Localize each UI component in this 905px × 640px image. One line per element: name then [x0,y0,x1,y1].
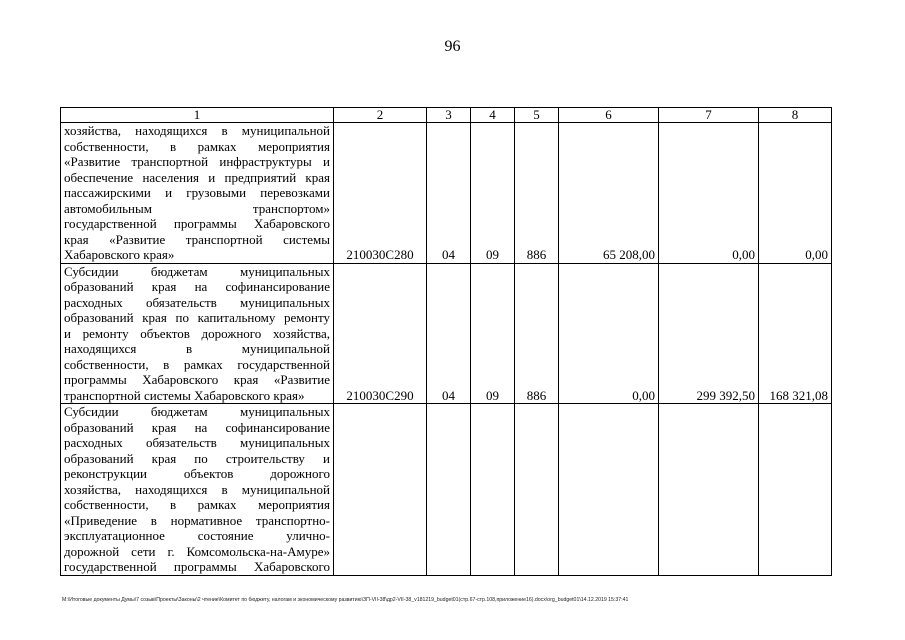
table-row [61,404,832,576]
header-col-6: 6 [559,108,659,123]
row-description [61,263,334,404]
description-line: транспортной системы Хабаровского края» [64,387,305,403]
budget-table [60,107,832,576]
cell-col-8: 168 321,08 [759,263,832,404]
cell-col-3: 04 [427,263,471,404]
description-line: «Приведение в нормативное транспортно- [64,512,330,528]
header-col-4: 4 [471,108,515,123]
description-line: государственной программы Хабаровского [64,216,330,231]
cell-col-6: 65 208,00 [559,123,659,264]
description-line: автомобильным транспортом» [64,200,330,216]
cell-col-8 [759,404,832,576]
header-col-2: 2 [334,108,427,123]
header-col-7: 7 [659,108,759,123]
description-line: образований края по строительству и [64,450,330,466]
cell-col-7: 0,00 [659,123,759,264]
header-col-3: 3 [427,108,471,123]
description-line: собственности, в рамках мероприятия [64,138,330,154]
description-line: эксплуатационное состояние улично- [64,528,330,543]
cell-col-4: 09 [471,263,515,404]
description-line: находящихся в муниципальной [64,341,330,356]
cell-col-4 [471,404,515,576]
description-line: Субсидии бюджетам муниципальных [64,263,330,279]
cell-code: 210030С290 [334,263,427,404]
description-line: Субсидии бюджетам муниципальных [64,404,330,419]
header-col-5: 5 [515,108,559,123]
cell-col-4: 09 [471,123,515,264]
description-line: образований края на софинансирование [64,419,330,435]
description-line: обеспечение населения и предприятий края [64,169,330,185]
description-line: образований края по капитальному ремонту [64,310,330,325]
header-col-8: 8 [759,108,832,123]
description-line: Хабаровского края» [64,247,175,262]
cell-col-8: 0,00 [759,123,832,264]
row-description [61,123,334,264]
description-line: собственности, в рамках государственной [64,356,330,372]
row-description [61,404,334,576]
table-row [61,263,832,404]
document-path-footer: М:\Итоговые документы Думы\7 созыв\Проекты\Законы\2 чтение\Комитет по бюджету, налогам и экономическому развитию\ЗП-VII-38\др2-VII-38_v181219_budget01(стр.67-стр.108,приложение16).docx\org_budget01\14.12.2019 15:37:41 [62,597,629,603]
description-line: образований края на софинансирование [64,279,330,294]
cell-col-5: 886 [515,123,559,264]
description-line: программы Хабаровского края «Развитие [64,372,330,387]
description-line: пассажирскими и грузовыми перевозками [64,185,330,200]
description-line: собственности, в рамках мероприятия [64,497,330,512]
cell-col-7: 299 392,50 [659,263,759,404]
description-line: дорожной сети г. Комсомольска-на-Амуре» [64,543,330,559]
description-line: «Развитие транспортной инфраструктуры и [64,154,330,169]
description-line: хозяйства, находящихся в муниципальной [64,481,330,497]
description-line: и ремонту объектов дорожного хозяйства, [64,325,330,341]
description-line: расходных обязательств муниципальных [64,294,330,310]
description-line: расходных обязательств муниципальных [64,435,330,450]
description-line: государственной программы Хабаровского [64,559,330,574]
cell-col-3: 04 [427,123,471,264]
description-line: края «Развитие транспортной системы [64,231,330,247]
table-row [61,123,832,264]
header-col-1: 1 [61,108,334,123]
description-line: реконструкции объектов дорожного [64,466,330,481]
cell-code: 210030С280 [334,123,427,264]
page-number: 96 [444,38,461,55]
cell-col-3 [427,404,471,576]
cell-col-6: 0,00 [559,263,659,404]
description-line: хозяйства, находящихся в муниципальной [64,123,330,138]
cell-col-7 [659,404,759,576]
cell-code [334,404,427,576]
cell-col-5 [515,404,559,576]
cell-col-6 [559,404,659,576]
cell-col-5: 886 [515,263,559,404]
header-row [61,108,832,123]
